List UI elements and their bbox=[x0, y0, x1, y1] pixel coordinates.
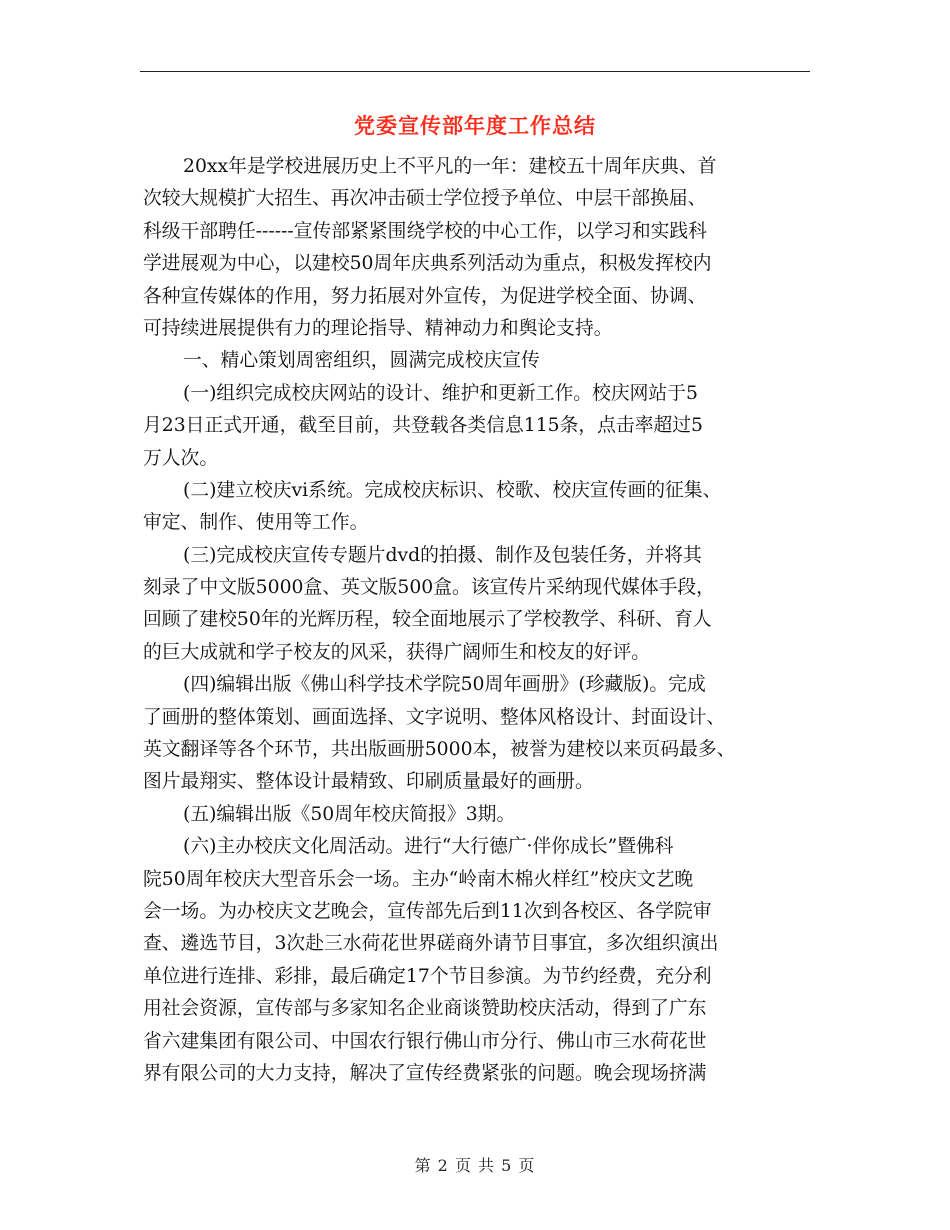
page-footer: 第 2 页 共 5 页 bbox=[414, 1156, 536, 1175]
text-line: (三)完成校庆宣传专题片dvd的拍摄、制作及包装任务，并将其 bbox=[183, 544, 702, 566]
document-body bbox=[143, 151, 813, 1090]
text-line: 了画册的整体策划、画面选择、文字说明、整体风格设计、封面设计、 bbox=[143, 706, 726, 728]
text-line: 回顾了建校50年的光辉历程，较全面地展示了学校教学、科研、育人 bbox=[143, 609, 712, 631]
text-line: 界有限公司的大力支持，解决了宣传经费紧张的问题。晚会现场挤满 bbox=[143, 1062, 707, 1084]
text-line: 学进展观为中心，以建校50周年庆典系列活动为重点，积极发挥校内 bbox=[143, 253, 712, 275]
text-line: (一)组织完成校庆网站的设计、维护和更新工作。校庆网站于5 bbox=[183, 382, 698, 404]
text-line: 月23日正式开通，截至目前，共登载各类信息115条，点击率超过5 bbox=[143, 415, 704, 437]
text-line: 英文翻译等各个环节，共出版画册5000本，被誉为建校以来页码最多、 bbox=[143, 739, 736, 761]
text-line: 刻录了中文版5000盒、英文版500盒。该宣传片采纳现代媒体手段， bbox=[143, 577, 715, 599]
text-line: 省六建集团有限公司、中国农行银行佛山市分行、佛山市三水荷花世 bbox=[143, 1030, 707, 1052]
text-line: (六)主办校庆文化周活动。进行“大行德广·伴你成长”暨佛科 bbox=[183, 836, 674, 858]
text-line: (二)建立校庆vi系统。完成校庆标识、校歌、校庆宣传画的征集、 bbox=[183, 479, 722, 501]
text-line: 的巨大成就和学子校友的风采，获得广阔师生和校友的好评。 bbox=[143, 641, 651, 663]
section-heading: 一、精心策划周密组织，圆满完成校庆宣传 bbox=[183, 350, 540, 372]
text-line: 可持续进展提供有力的理论指导、精神动力和舆论支持。 bbox=[143, 317, 613, 339]
header-rule bbox=[140, 71, 810, 72]
text-line: (四)编辑出版《佛山科学技术学院50周年画册》(珍藏版)。完成 bbox=[183, 674, 706, 696]
text-line: (五)编辑出版《50周年校庆简报》3期。 bbox=[183, 803, 516, 825]
text-line: 次较大规模扩大招生、再次冲击硕士学位授予单位、中层干部换届、 bbox=[143, 188, 707, 210]
text-line: 查、遴选节目，3次赴三水荷花世界磋商外请节目事宜，多次组织演出 bbox=[143, 933, 719, 955]
text-line: 各种宣传媒体的作用，努力拓展对外宣传，为促进学校全面、协调、 bbox=[143, 285, 707, 307]
text-line: 图片最翔实、整体设计最精致、印刷质量最好的画册。 bbox=[143, 771, 594, 793]
text-line: 会一场。为办校庆文艺晚会，宣传部先后到11次到各校区、各学院审 bbox=[143, 900, 712, 922]
text-line: 万人次。 bbox=[143, 447, 219, 469]
text-line: 科级干部聘任------宣传部紧紧围绕学校的中心工作，以学习和实践科 bbox=[143, 220, 707, 242]
text-line: 20xx年是学校进展历史上不平凡的一年：建校五十周年庆典、首 bbox=[183, 156, 717, 177]
text-line: 审定、制作、使用等工作。 bbox=[143, 512, 369, 534]
text-line: 院50周年校庆大型音乐会一场。主办“岭南木棉火样红”校庆文艺晚 bbox=[143, 868, 694, 890]
text-line: 用社会资源，宣传部与多家知名企业商谈赞助校庆活动，得到了广东 bbox=[143, 998, 707, 1020]
text-line: 单位进行连排、彩排，最后确定17个节目参演。为节约经费，充分利 bbox=[143, 965, 712, 987]
document-title: 党委宣传部年度工作总结 bbox=[354, 113, 596, 138]
